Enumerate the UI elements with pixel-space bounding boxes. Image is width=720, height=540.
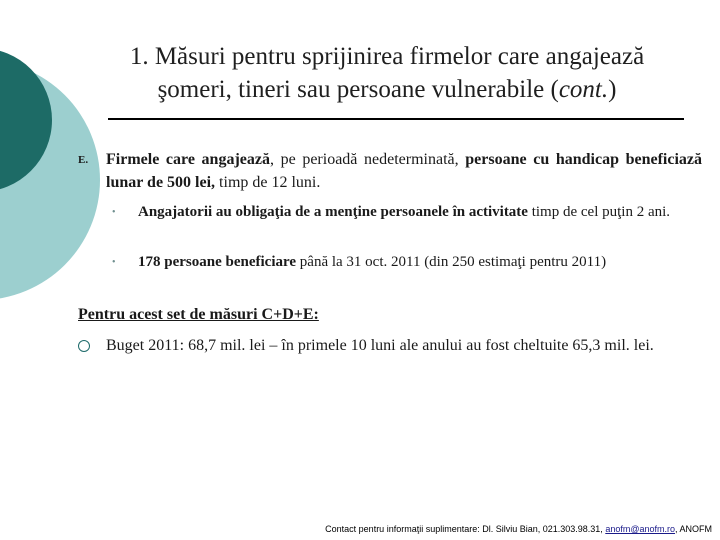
ring-bullet-icon xyxy=(78,340,90,352)
sub-list-item xyxy=(112,202,702,223)
item-e-text xyxy=(106,148,702,194)
item-marker: E. xyxy=(78,154,89,166)
bullet-icon: • xyxy=(112,207,116,218)
sub-item-plain: până la 31 oct. 2011 (din 250 estimaţi pentru 2011) xyxy=(296,254,607,270)
item-e-plain-1: , pe perioadă nedeterminată, xyxy=(269,151,466,168)
footer-suffix: , ANOFM xyxy=(674,524,712,534)
budget-item xyxy=(78,334,702,358)
sub-item-plain: timp de cel puţin 2 ani. xyxy=(527,204,671,220)
item-e-bold-1: Firmele care angajează xyxy=(106,151,270,168)
item-e-bold-2: persoane cu handicap beneficiază lunar de 500 lei, xyxy=(106,151,703,191)
budget-text: Buget 2011: 68,7 mil. lei – în primele 10 luni ale anului au fost cheltuite 65,3 mil. lei. xyxy=(106,337,654,354)
list-item-e xyxy=(78,148,702,194)
sub-list-item xyxy=(112,252,702,273)
footer-contact xyxy=(325,524,712,534)
title-line-2b: ) xyxy=(608,76,617,103)
bullet-icon: • xyxy=(112,257,116,268)
item-e-plain-2: timp de 12 luni. xyxy=(215,174,321,191)
sub-item-bold: 178 persoane beneficiare xyxy=(138,254,297,270)
footer-email-link[interactable]: anofm@anofm.ro xyxy=(605,524,675,534)
footer-prefix: Contact pentru informaţii suplimentare: Dl. Silviu Bian, 021.303.98.31, xyxy=(325,524,606,534)
title-line-2a: şomeri, tineri sau persoane vulnerabile ( xyxy=(157,76,559,103)
title-line-2-italic: cont. xyxy=(558,76,609,103)
page-title xyxy=(62,40,712,106)
title-divider xyxy=(108,118,684,120)
section-heading: Pentru acest set de măsuri C+D+E: xyxy=(78,306,319,323)
sub-item-bold: Angajatorii au obligaţia de a menţine persoanele în activitate xyxy=(138,204,528,220)
title-line-1: 1. Măsuri pentru sprijinirea firmelor care angajează xyxy=(129,43,645,70)
